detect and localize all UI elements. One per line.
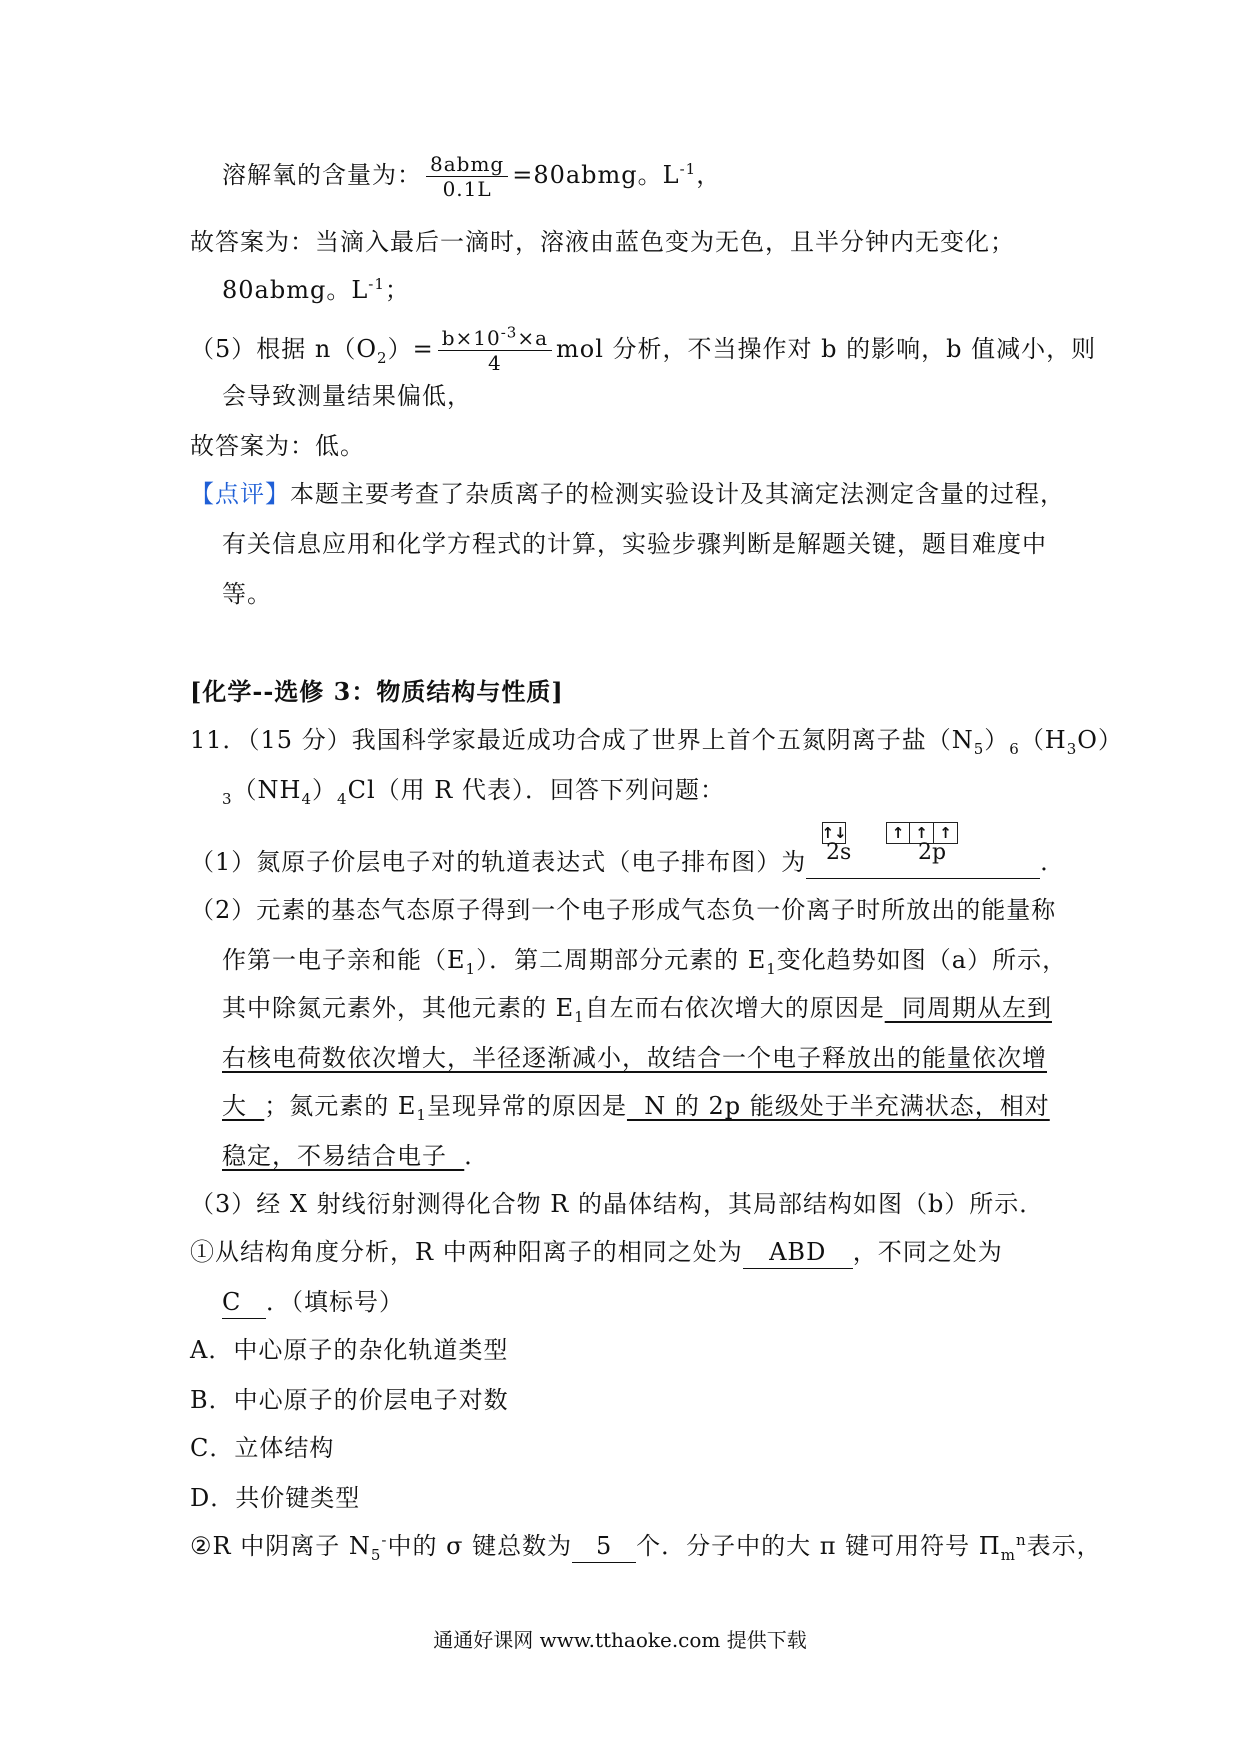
comment-line-3: 等。: [222, 580, 272, 608]
text: mol 分析，不当操作对 b 的影响，b 值减小，则: [556, 335, 1097, 363]
question-11-line-2: [222, 774, 725, 806]
answer-line-2: 故答案为：低。: [190, 432, 365, 460]
superscript: -: [381, 1531, 388, 1549]
text: 作第一电子亲和能（E: [222, 946, 466, 974]
option-b: B．中心原子的价层电子对数: [190, 1386, 509, 1414]
answer-blank: C: [222, 1286, 266, 1319]
subscript: 5: [973, 739, 985, 758]
part2-line-3: [222, 992, 1052, 1024]
part1-line: [190, 846, 1065, 879]
text: 表示，: [1026, 1532, 1102, 1560]
part2-line-2: [222, 944, 1067, 976]
text: （NH: [232, 776, 302, 804]
dissolved-oxygen-line: [222, 152, 721, 201]
text: ）: [984, 726, 1010, 754]
orbital-2p-arrow-icon: ↑: [934, 822, 958, 844]
text: ②R 中阴离子 N: [190, 1532, 371, 1560]
comment-line-2: 有关信息应用和化学方程式的计算，实验步骤判断是解题关键，题目难度中: [222, 530, 1047, 558]
subscript: 4: [301, 789, 313, 808]
text: 呈现异常的原因是: [426, 1092, 627, 1120]
comment-label: 【点评】: [190, 480, 290, 508]
part2-line-5: [222, 1090, 1050, 1122]
subscript: 6: [1009, 739, 1020, 758]
superscript: n: [1015, 1531, 1027, 1549]
text: b×10: [441, 326, 501, 350]
answer-text: N 的 2p 能级处于半充满状态，相对: [626, 1092, 1050, 1120]
text: 溶解氧的含量为：: [222, 161, 422, 189]
fraction-numerator: 8abmg: [426, 152, 508, 177]
text: ．: [464, 1142, 490, 1170]
answer-blank: ABD: [743, 1236, 853, 1269]
text: ，不同之处为: [852, 1238, 1003, 1266]
answer-line-1: 故答案为：当滴入最后一滴时，溶液由蓝色变为无色，且半分钟内无变化；: [190, 228, 1015, 256]
text: 中的 σ 键总数为: [387, 1532, 573, 1560]
orbital-2s-arrows-icon: ↑↓: [821, 824, 847, 842]
part3-1-line-cont: [222, 1286, 404, 1319]
comment-line: [190, 478, 1065, 510]
subscript: 1: [416, 1105, 427, 1124]
superscript: -1: [368, 275, 385, 293]
text: ．（填标号）: [266, 1288, 404, 1316]
part2-line-6: [222, 1140, 489, 1172]
fraction: [426, 152, 508, 201]
answer-blank: 5: [572, 1530, 636, 1563]
text: 自左而右依次增大的原因是: [584, 994, 885, 1022]
text: ）: [312, 776, 338, 804]
superscript: -1: [679, 160, 697, 178]
option-c: C．立体结构: [190, 1434, 335, 1462]
text: 本题主要考查了杂质离子的检测实验设计及其滴定法测定含量的过程，: [290, 480, 1065, 508]
text: ）=: [387, 335, 434, 363]
superscript: -3: [500, 323, 518, 342]
part5-line: [190, 323, 1097, 375]
text: ×a: [517, 326, 549, 350]
text: Cl（用 R 代表）．回答下列问题：: [347, 776, 725, 804]
orbital-2p-arrow-icon: ↑: [910, 822, 934, 844]
option-a: A．中心原子的杂化轨道类型: [190, 1336, 509, 1364]
part2-line-1: （2）元素的基态气态原子得到一个电子形成气态负一价离子时所放出的能量称: [190, 896, 1057, 924]
section-heading: [化学--选修 3：物质结构与性质]: [190, 677, 564, 706]
text: ．: [1040, 848, 1066, 876]
text: ；: [384, 276, 410, 304]
part5-line-cont: 会导致测量结果偏低，: [222, 382, 472, 410]
text: （5）根据 n（O: [190, 335, 378, 363]
text: =80abmg。L: [512, 161, 680, 189]
text: 其中除氮元素外，其他元素的 E: [222, 994, 575, 1022]
text: 个．分子中的大 π 键可用符号 Π: [636, 1532, 1001, 1560]
subscript: 3: [1066, 739, 1078, 758]
subscript: 5: [370, 1545, 382, 1564]
answer-blank: [806, 846, 1040, 879]
fraction-denominator: 4: [487, 351, 502, 375]
text: 80abmg。L: [222, 276, 369, 304]
answer-text: 同周期从左到: [884, 994, 1052, 1022]
part2-line-4: [222, 1042, 1047, 1074]
orbital-2p-arrow-icon: ↑: [886, 822, 910, 844]
subscript: 4: [337, 789, 348, 808]
text: ）．第二周期部分元素的 E: [476, 946, 767, 974]
text: O）: [1077, 726, 1123, 754]
part3-2-line: [190, 1530, 1102, 1563]
part3-1-line: [190, 1236, 1003, 1269]
subscript: 1: [766, 959, 777, 978]
subscript: m: [1000, 1545, 1016, 1564]
text: ①从结构角度分析，R 中两种阳离子的相同之处为: [190, 1238, 743, 1266]
fraction: [438, 323, 552, 375]
text: 11．（15 分）我国科学家最近成功合成了世界上首个五氮阴离子盐（N: [190, 726, 974, 754]
page-footer: 通通好课网 www.tthaoke.com 提供下载: [433, 1628, 807, 1652]
subscript: 1: [574, 1007, 585, 1026]
subscript: 2: [377, 348, 388, 367]
text: （H: [1019, 726, 1067, 754]
option-d: D．共价键类型: [190, 1484, 361, 1512]
subscript: 3: [222, 789, 233, 808]
text: 变化趋势如图（a）所示，: [776, 946, 1068, 974]
fraction-denominator: 0.1L: [442, 177, 492, 201]
answer-text: 稳定，不易结合电子: [222, 1142, 465, 1170]
subscript: 1: [465, 959, 477, 978]
answer-line-1-cont: [222, 274, 410, 306]
part3-line: （3）经 X 射线衍射测得化合物 R 的晶体结构，其局部结构如图（b）所示．: [190, 1190, 1045, 1218]
text: ，: [696, 161, 722, 189]
text: （1）氮原子价层电子对的轨道表达式（电子排布图）为: [190, 848, 807, 876]
answer-text: 大: [222, 1092, 265, 1120]
question-11-line-1: [190, 724, 1123, 756]
orbital-2p-label: 2p: [918, 840, 947, 865]
text: ；氮元素的 E: [264, 1092, 417, 1120]
orbital-2s-label: 2s: [826, 840, 852, 865]
answer-text: 右核电荷数依次增大，半径逐渐减小，故结合一个电子释放出的能量依次增: [222, 1044, 1047, 1072]
fraction-numerator: [438, 323, 552, 351]
